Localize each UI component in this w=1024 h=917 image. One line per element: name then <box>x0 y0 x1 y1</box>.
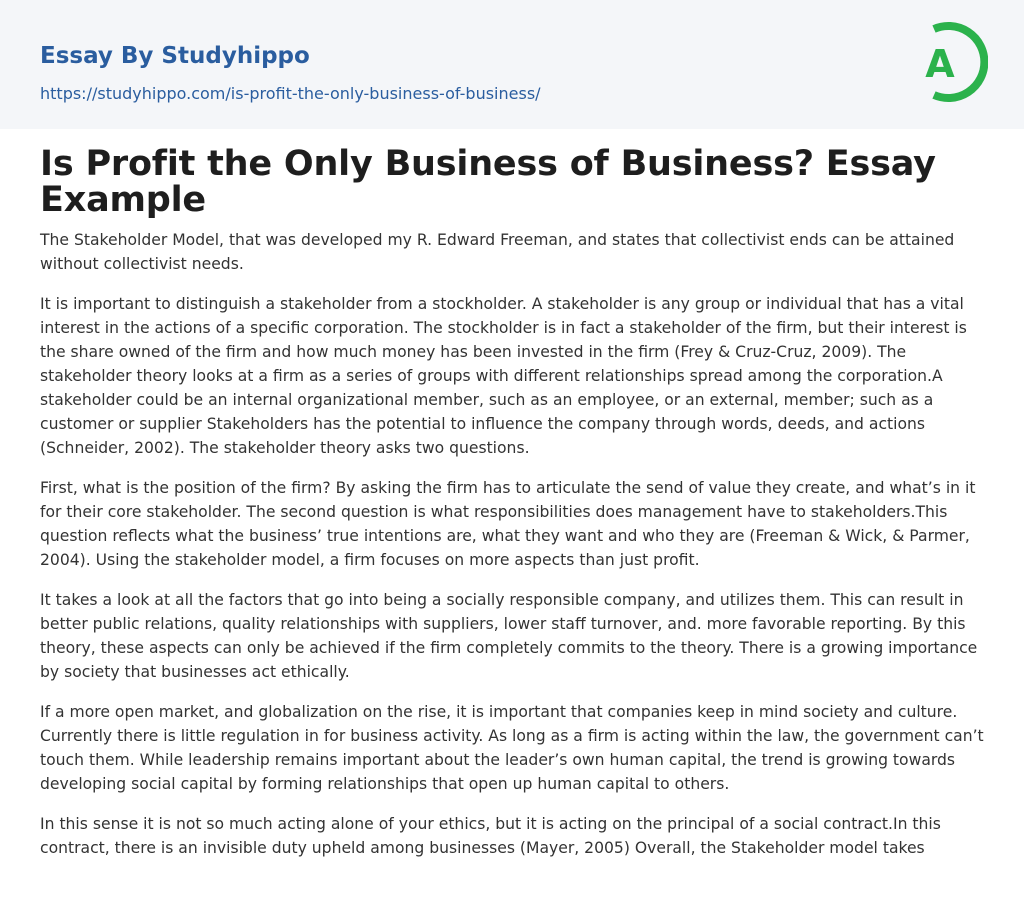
paragraph-5: If a more open market, and globalization on the rise, it is important that companies keep in mind society and culture. Currently there is little regulation in for business activity. As long as a firm is acting within the law, the government can’t touch them. While leadership remains important about the leader’s own human capital, the trend is growing towards developing social capital by forming relationships that open up human capital to others. <box>40 703 984 793</box>
page-title: Is Profit the Only Business of Business? Essay Example <box>40 144 936 220</box>
paragraph-2: It is important to distinguish a stakeholder from a stockholder. A stakeholder is any group or individual that has a vital interest in the actions of a specific corporation. The stockholder is in fact a stakeholder of the firm, but their interest is the share owned of the firm and how much money has been invested in the firm (Frey & Cruz-Cruz, 2009). The stakeholder theory looks at a firm as a series of groups with different relationships spread among the corporation.A stakeholder could be an internal organizational member, such as an employee, or an external, member; such as a customer or supplier Stakeholders has the potential to influence the company through words, deeds, and actions (Schneider, 2002). The stakeholder theory asks two questions. <box>40 295 967 457</box>
studyhippo-logo[interactable] <box>908 18 988 106</box>
source-url-link[interactable]: https://studyhippo.com/is-profit-the-only-business-of-business/ <box>40 84 541 103</box>
paragraph-1: The Stakeholder Model, that was developed my R. Edward Freeman, and states that collectivist ends can be attained without collectivist needs. <box>40 231 955 273</box>
article-body <box>0 146 1024 860</box>
paragraph-6: In this sense it is not so much acting alone of your ethics, but it is acting on the principal of a social contract.In this contract, there is an invisible duty upheld among businesses (Mayer, 2005) Overall, the Stakeholder model takes <box>40 815 941 857</box>
logo-letter: A <box>925 42 955 86</box>
paragraph-4: It takes a look at all the factors that go into being a socially responsible company, and utilizes them. This can result in better public relations, quality relationships with suppliers, lower staff turnover, and. more favorable reporting. By this theory, these aspects can only be achieved if the firm completely commits to the theory. There is a growing importance by society that businesses act ethically. <box>40 591 978 681</box>
site-title[interactable]: Essay By Studyhippo <box>40 43 310 69</box>
paragraph-3: First, what is the position of the firm? By asking the firm has to articulate the send of value they create, and what’s in it for their core stakeholder. The second question is what responsibilities does management have to stakeholders.This question reflects what the business’ true intentions are, what they want and who they are (Freeman & Wick, & Parmer, 2004). Using the stakeholder model, a firm focuses on more aspects than just profit. <box>40 479 976 569</box>
page-header <box>0 0 1024 129</box>
